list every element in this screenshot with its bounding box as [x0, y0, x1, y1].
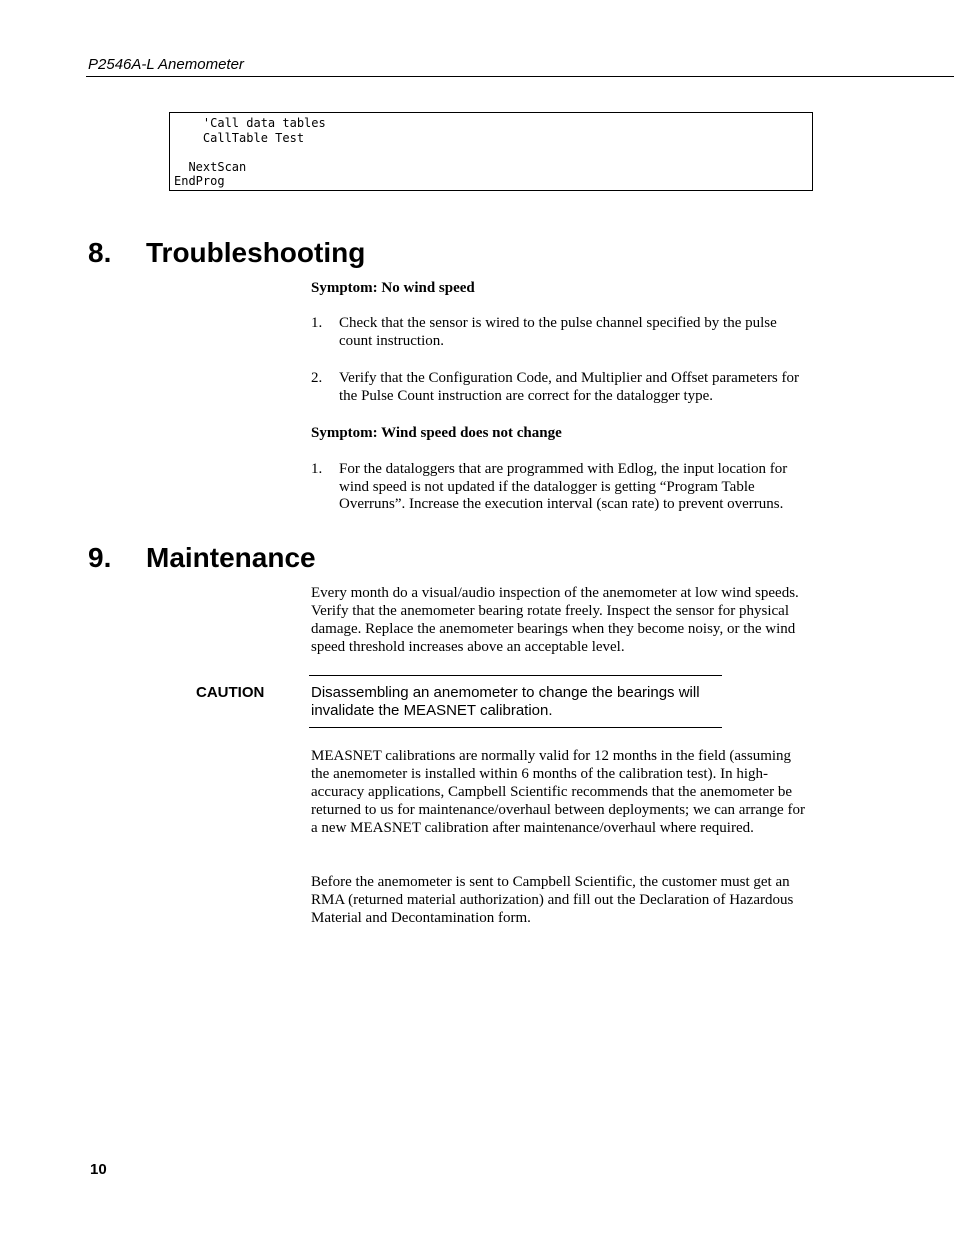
section-heading-troubleshooting — [88, 237, 365, 269]
list-number: 1. — [311, 315, 323, 331]
section-number: 8. — [88, 237, 112, 268]
running-header: P2546A-L Anemometer — [88, 56, 244, 73]
caution-top-rule — [309, 675, 722, 676]
symptom-heading: Symptom: Wind speed does not change — [311, 425, 562, 441]
code-line: NextScan — [174, 159, 247, 174]
header-rule — [86, 76, 954, 77]
maintenance-paragraph: MEASNET calibrations are normally valid for 12 months in the field (assuming the anemometer is installed within 6 months of the calibration test). In high-accuracy applications, Campbell Scientific recommends that the anemometer be returned to us for maintenance/overhaul between deployments; we can arrange for a new MEASNET calibration after maintenance/overhaul where required. — [311, 748, 805, 836]
code-line: EndProg — [174, 174, 225, 188]
section-title: Maintenance — [146, 542, 316, 573]
code-line — [174, 145, 808, 160]
list-item — [311, 315, 811, 350]
code-line: 'Call data tables — [174, 116, 326, 130]
list-item — [311, 370, 811, 405]
code-block — [169, 112, 813, 191]
code-line: CallTable Test — [174, 130, 305, 145]
maintenance-intro: Every month do a visual/audio inspection of the anemometer at low wind speeds. Verify that the anemometer bearing rotate freely. Inspect the sensor for physical damage. Replace the anemometer bearings when they become noisy, or the wind speed threshold increases above an acceptable level. — [311, 585, 799, 655]
symptom-heading: Symptom: No wind speed — [311, 280, 475, 296]
list-text: Verify that the Configuration Code, and Multiplier and Offset parameters for the Pulse Count instruction are correct for the datalogger type. — [339, 370, 800, 404]
list-text: Check that the sensor is wired to the pulse channel specified by the pulse count instruction. — [339, 315, 777, 349]
list-item — [311, 461, 811, 514]
caution-bottom-rule — [309, 727, 722, 728]
caution-text: Disassembling an anemometer to change the bearings will invalidate the MEASNET calibration. — [311, 684, 700, 719]
list-number: 1. — [311, 461, 323, 477]
list-text: For the dataloggers that are programmed with Edlog, the input location for wind speed is not updated if the datalogger is getting “Program Table Overruns”. Increase the execution interval (scan rate) to prevent overruns. — [339, 461, 788, 512]
page-number: 10 — [90, 1161, 107, 1178]
section-number: 9. — [88, 542, 112, 573]
maintenance-paragraph: Before the anemometer is sent to Campbell Scientific, the customer must get an RMA (returned material authorization) and fill out the Declaration of Hazardous Material and Decontamination form. — [311, 874, 794, 926]
caution-label: CAUTION — [196, 684, 265, 701]
section-title: Troubleshooting — [146, 237, 366, 268]
list-number: 2. — [311, 370, 323, 386]
section-heading-maintenance — [88, 542, 316, 574]
